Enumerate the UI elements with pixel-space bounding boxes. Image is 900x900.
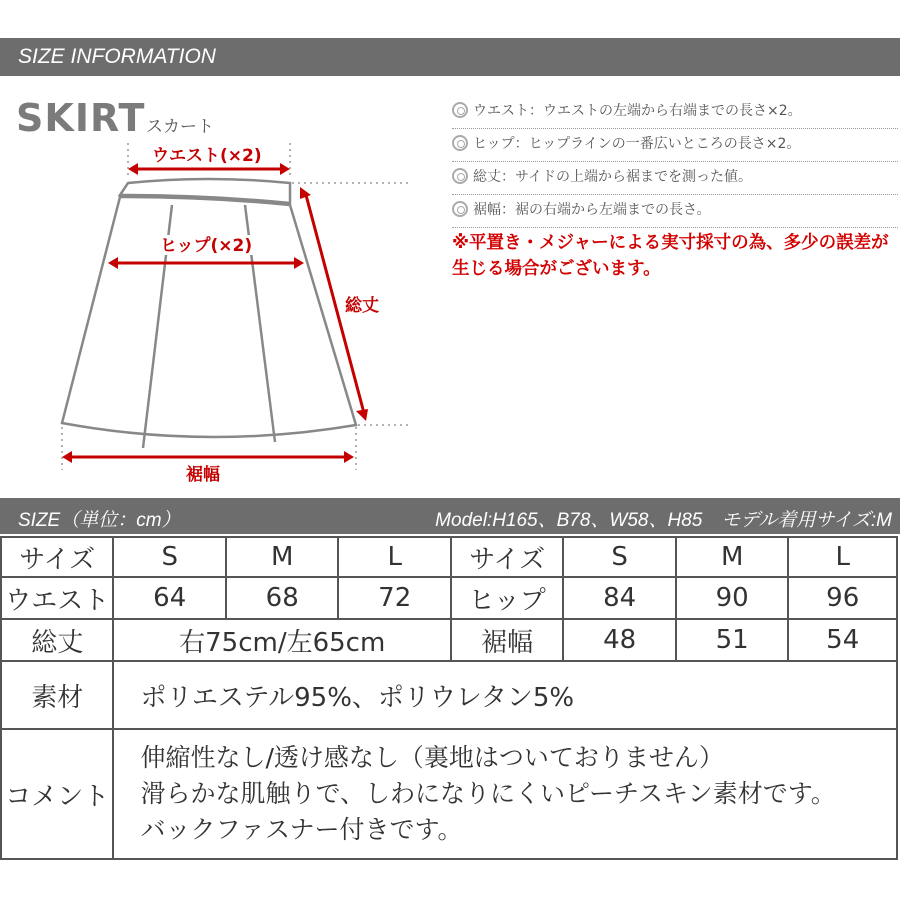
note-hem: 裾幅：裾の右端から左端までの長さ。 [452, 195, 898, 228]
bullet-icon [452, 201, 468, 217]
product-name: SKIRT [16, 96, 146, 140]
hem-header-cell: 裾幅 [451, 619, 563, 661]
skirt-diagram [0, 135, 440, 495]
material-value: ポリエステル95%、ポリウレタン5% [113, 661, 897, 729]
skirt-body [62, 197, 356, 437]
size-table [0, 536, 898, 860]
section-header-bar [0, 38, 900, 76]
hip-l: 96 [788, 577, 897, 619]
material-header-cell: 素材 [1, 661, 113, 729]
size-header-bar [0, 498, 900, 534]
hem-label: 裾幅 [186, 465, 220, 485]
measurement-notes [452, 96, 898, 228]
table-row [1, 661, 897, 729]
note-length: 総丈：サイドの上端から裾までを測った値。 [452, 162, 898, 195]
waist-l: 72 [338, 577, 451, 619]
bullet-icon [452, 102, 468, 118]
hem-s: 48 [563, 619, 676, 661]
measurement-warning: ※平置き・メジャーによる実寸採寸の為、多少の誤差が生じる場合がございます。 [452, 233, 889, 279]
table-row [1, 577, 897, 619]
hip-s: 84 [563, 577, 676, 619]
comment-header-cell: コメント [1, 729, 113, 859]
hem-m: 51 [676, 619, 789, 661]
size-header-cell: サイズ [451, 537, 563, 577]
comment-line: バックファスナー付きです。 [140, 815, 463, 844]
model-info: Model:H165、B78、W58、H85 モデル着用サイズ:M [435, 510, 892, 531]
comment-line: 伸縮性なし/透け感なし（裏地はついておりません） [140, 743, 724, 772]
size-header-cell: サイズ [1, 537, 113, 577]
waist-header-cell: ウエスト [1, 577, 113, 619]
size-m: M [226, 537, 339, 577]
note-waist: ウエスト：ウエストの左端から右端までの長さ×2。 [452, 96, 898, 129]
table-row [1, 619, 897, 661]
length-header-cell: 総丈 [1, 619, 113, 661]
length-value: 右75cm/左65cm [113, 619, 451, 661]
size-s: S [563, 537, 676, 577]
bullet-icon [452, 168, 468, 184]
comment-line: 滑らかな肌触りで、しわになりにくいピーチスキン素材です。 [140, 779, 836, 808]
size-s: S [113, 537, 226, 577]
hip-label: ヒップ(×2) [160, 236, 253, 256]
product-name-ja: スカート [146, 117, 214, 137]
size-l: L [788, 537, 897, 577]
size-m: M [676, 537, 789, 577]
table-row [1, 537, 897, 577]
waist-m: 68 [226, 577, 339, 619]
comment-value [113, 729, 897, 859]
bullet-icon [452, 135, 468, 151]
waist-s: 64 [113, 577, 226, 619]
hip-m: 90 [676, 577, 789, 619]
section-title: SIZE INFORMATION [18, 45, 216, 68]
hem-l: 54 [788, 619, 897, 661]
size-l: L [338, 537, 451, 577]
note-hip: ヒップ：ヒップラインの一番広いところの長さ×2。 [452, 129, 898, 162]
hip-header-cell: ヒップ [451, 577, 563, 619]
table-row [1, 729, 897, 859]
size-unit-label: SIZE（単位：cm） [18, 510, 181, 531]
length-label: 総丈 [345, 296, 379, 316]
waist-label: ウエスト(×2) [152, 146, 262, 166]
